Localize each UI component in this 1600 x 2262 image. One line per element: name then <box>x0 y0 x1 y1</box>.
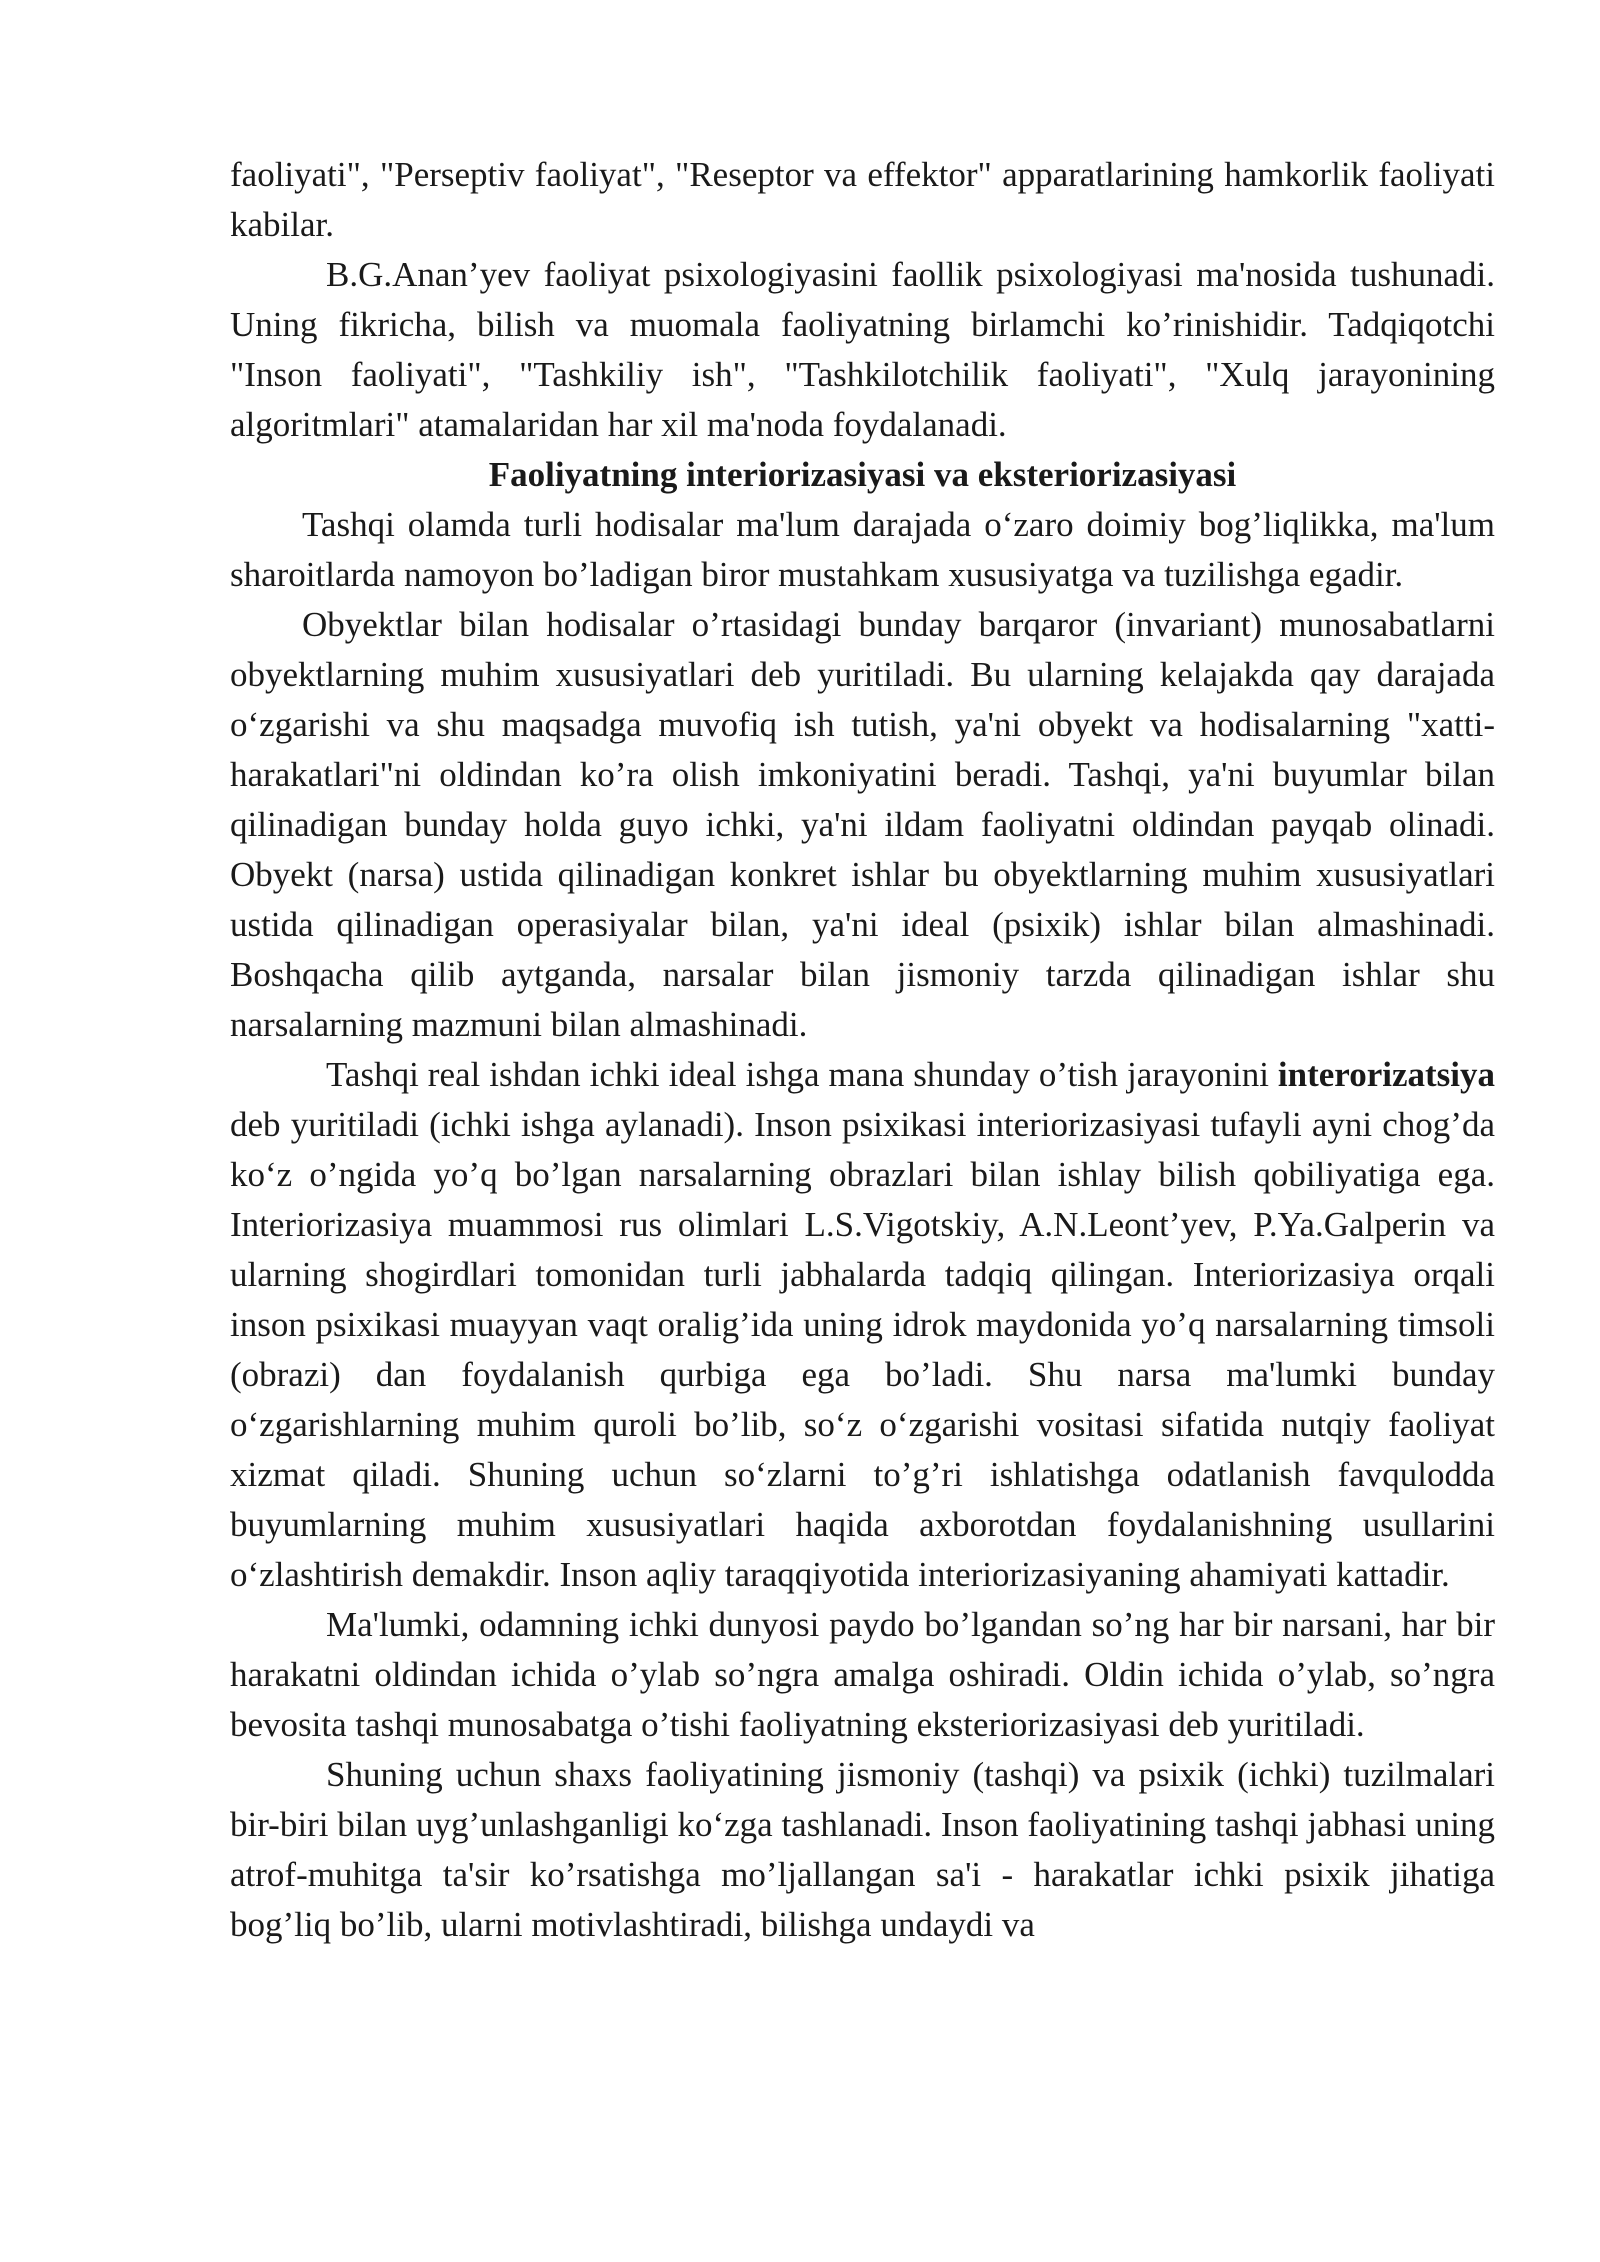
paragraph-7: Shuning uchun shaxs faoliyatining jismoniy (tashqi) va psixik (ichki) tuzilmalari bir-biri bilan uyg’unlashganligi ko‘zga tashlanadi. Inson faoliyatining tashqi jabhasi uning atrof-muhitga ta'sir ko’rsatishga mo’ljallangan sa'i - harakatlar ichki psixik jihatiga bog’liq bo’lib, ularni motivlashtiradi, bilishga undaydi va <box>230 1755 1495 1944</box>
paragraph-5-rest: deb yuritiladi (ichki ishga aylanadi). Inson psixikasi interiorizasiyasi tufayli ayni chog’da ko‘z o’ngida yo’q bo’lgan narsalarning obrazlari bilan ishlay bilish qobiliyatiga ega. Interiorizasiya muammosi rus olimlari L.S.Vigotskiy, A.N.Leont’yev, P.Ya.Galperin va ularning shogirdlari tomonidan turli jabhalarda tadqiq qilingan. Interiorizasiya orqali inson psixikasi muayyan vaqt oralig’ida uning idrok maydonida yo’q narsalarning timsoli (obrazi) dan foydalanish qurbiga ega bo’ladi. Shu narsa ma'lumki bunday o‘zgarishlarning muhim quroli bo’lib, so‘z o‘zgarishi vositasi sifatida nutqiy faoliyat xizmat qiladi. Shuning uchun so‘zlarni to’g’ri ishlatishga odatlanish favqulodda buyumlarning muhim xususiyatlari haqida axborotdan foydalanishning usullarini o‘zlashtirish demakdir. Inson aqliy taraqqiyotida interiorizasiyaning ahamiyati kattadir. <box>230 1105 1495 1594</box>
paragraph-4: Obyektlar bilan hodisalar o’rtasidagi bunday barqaror (invariant) munosabatlarni obyektlarning muhim xususiyatlari deb yuritiladi. Bu ularning kelajakda qay darajada o‘zgarishi va shu maqsadga muvofiq ish tutish, ya'ni obyekt va hodisalarning "xatti-harakatlari"ni oldindan ko’ra olish imkoniyatini beradi. Tashqi, ya'ni buyumlar bilan qilinadigan bunday holda guyo ichki, ya'ni ildam faoliyatni oldindan payqab olinadi. Obyekt (narsa) ustida qilinadigan konkret ishlar bu obyektlarning muhim xususiyatlari ustida qilinadigan operasiyalar bilan, ya'ni ideal (psixik) ishlar bilan almashinadi. Boshqacha qilib aytganda, narsalar bilan jismoniy tarzda qilinadigan ishlar shu narsalarning mazmuni bilan almashinadi. <box>230 605 1495 1044</box>
document-page <box>230 150 1495 1950</box>
paragraph-2: B.G.Anan’yev faoliyat psixologiyasini faollik psixologiyasi ma'nosida tushunadi. Uning fikricha, bilish va muomala faoliyatning birlamchi ko’rinishidir. Tadqiqotchi "Inson faoliyati", "Tashkiliy ish", "Tashkilotchilik faoliyati", "Xulq jarayonining algoritmlari" atamalaridan har xil ma'noda foydalanadi. <box>230 255 1495 444</box>
paragraph-5-start: Tashqi real ishdan ichki ideal ishga mana shunday o’tish jarayonini <box>326 1055 1269 1094</box>
section-heading: Faoliyatning interiorizasiyasi va eksteriorizasiyasi <box>488 455 1237 494</box>
paragraph-5 <box>230 1050 1495 1600</box>
paragraph-3: Tashqi olamda turli hodisalar ma'lum darajada o‘zaro doimiy bog’liqlikka, ma'lum sharoitlarda namoyon bo’ladigan biror mustahkam xususiyatga va tuzilishga egadir. <box>230 505 1495 594</box>
paragraph-6: Ma'lumki, odamning ichki dunyosi paydo bo’lgandan so’ng har bir narsani, har bir harakatni oldindan ichida o’ylab so’ngra amalga oshiradi. Oldin ichida o’ylab, so’ngra bevosita tashqi munosabatga o’tishi faoliyatning eksteriorizasiyasi deb yuritiladi. <box>230 1605 1495 1744</box>
paragraph-1: faoliyati", "Perseptiv faoliyat", "Reseptor va effektor" apparatlarining hamkorlik faoliyati kabilar. <box>230 155 1495 244</box>
term-interorizatsiya: interorizatsiya <box>1277 1055 1495 1094</box>
